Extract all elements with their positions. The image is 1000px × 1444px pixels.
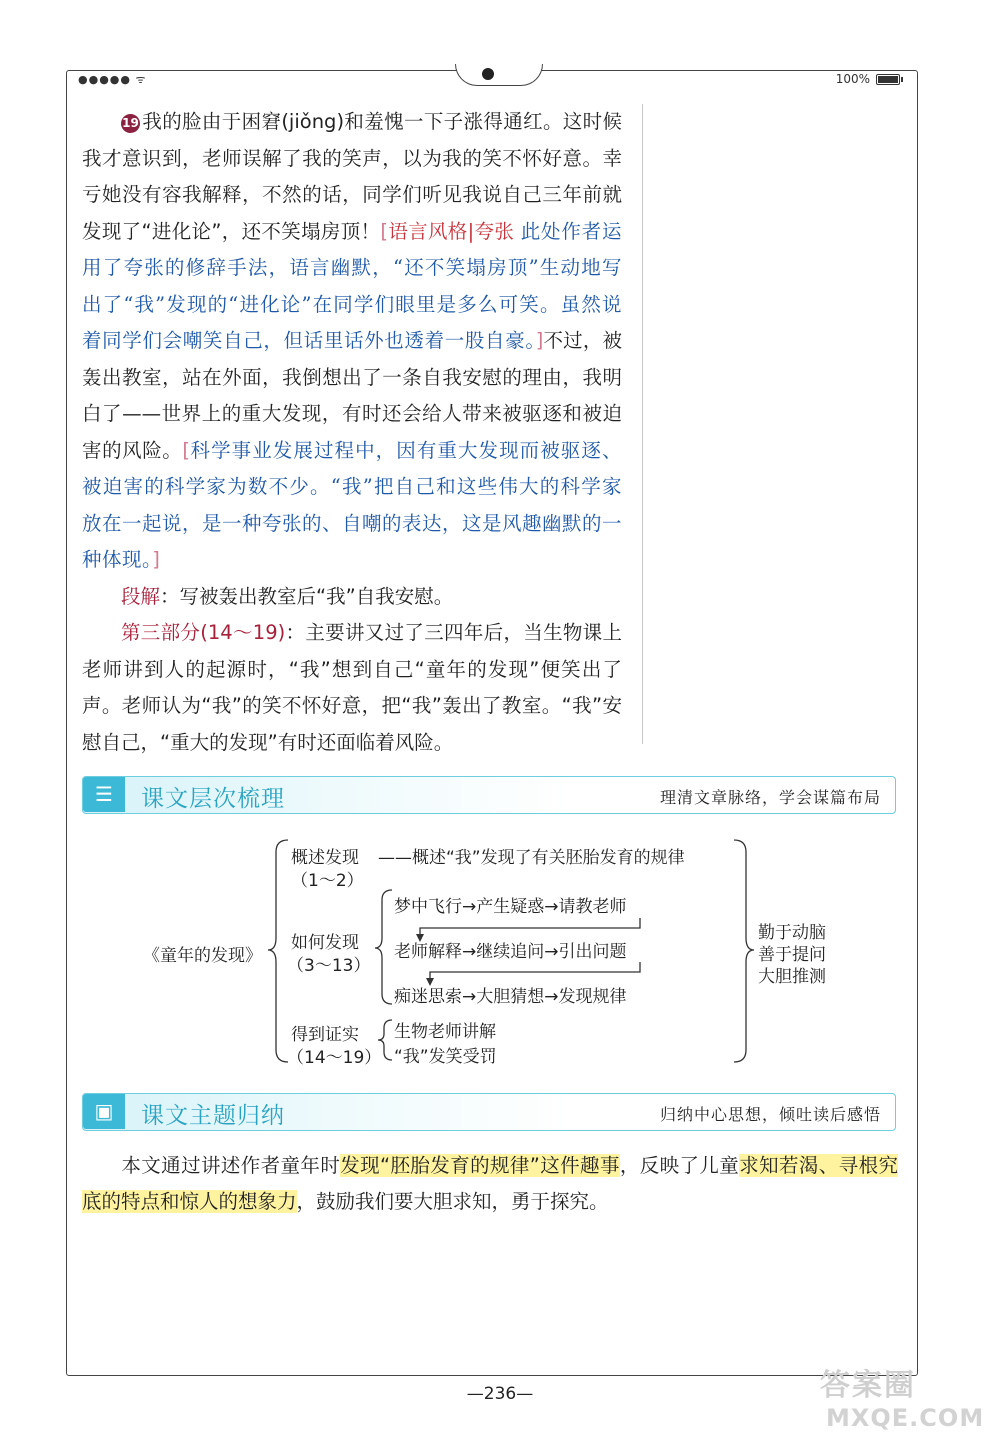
section-title: 课文主题归纳 [141, 1103, 285, 1129]
annotation-text: 此处作者运用了夸张的修辞手法，语言幽默，“还不笑塌房顶”生动地写出了“我”发现的“进化论”在同学们眼里是多么可笑。虽然说着同学们会嘲笑自己，但话里话外也透着一股自豪。 [82, 219, 622, 352]
column-divider [642, 104, 643, 744]
summary-trait-1: 勤于动脑 [758, 923, 826, 943]
signal-icon: ●●●●● ᯤ [78, 73, 147, 86]
section-bar-theme [82, 1093, 896, 1131]
watermark-url: MXQE.COM [826, 1404, 985, 1432]
annotation-tag: 语言风格|夸张 [388, 219, 515, 243]
battery-percent: 100% [835, 72, 870, 86]
battery-status [836, 72, 900, 86]
branch-2-title: 如何发现 [291, 933, 359, 953]
camera-icon [482, 68, 494, 80]
paragraph-number-badge: 19 [121, 114, 140, 133]
branch-3-step-2: “我”发笑受罚 [394, 1047, 497, 1067]
paragraph-part3 [82, 615, 622, 761]
theme-icon: ▣ [83, 1094, 125, 1129]
summary-trait-3: 大胆推测 [758, 967, 826, 987]
tablet-notch [455, 64, 543, 86]
list-icon: ☰ [83, 777, 125, 812]
branch-2-step-3: 痴迷思索→大胆猜想→发现规律 [394, 987, 627, 1007]
page-number: —236— [466, 1384, 534, 1404]
section-subtitle: 理清文章脉络，学会谋篇布局 [659, 788, 881, 807]
branch-2-step-2: 老师解释→继续追问→引出问题 [394, 942, 627, 962]
section-title: 课文层次梳理 [141, 786, 285, 812]
reading-text [82, 104, 622, 761]
summary-text: ，反映了儿童 [619, 1154, 740, 1177]
part3-text: ：主要讲又过了三四年后，当生物课上老师讲到人的起源时，“我”想到自己“童年的发现”便笑出了声。老师认为“我”的笑不怀好意，把“我”轰出了教室。“我”安慰自己，“重大的发现”有时还面临着风险。 [82, 621, 622, 754]
diagram-root: 《童年的发现》 [143, 946, 262, 966]
section-bar-structure [82, 776, 896, 814]
branch-1-desc: ——概述“我”发现了有关胚胎发育的规律 [378, 848, 685, 868]
branch-2-range: （3～13） [287, 956, 371, 976]
branch-3-title: 得到证实 [291, 1025, 359, 1045]
paragraph-duanjie [82, 579, 622, 616]
summary-trait-2: 善于提问 [758, 945, 826, 965]
summary-text: ，鼓励我们要大胆求知，勇于探究。 [296, 1190, 609, 1213]
paragraph-text: 我的脸由于困窘(jiǒng)和羞愧一下子涨得通红。这时候我才意识到，老师误解了我的笑声，以为我的笑不怀好意。幸亏她没有容我解释，不然的话，同学们听见我说自己三年前就发现了“进化论”，还不笑塌房顶！ [82, 110, 622, 243]
summary-highlight: 发现“胚胎发育的规律”这件趣事 [340, 1154, 620, 1177]
summary-highlight: 求知若渴、寻根究底的特点和惊人的想象力 [82, 1154, 898, 1213]
section-subtitle: 归纳中心思想，倾吐读后感悟 [659, 1105, 881, 1124]
watermark-logo: 答案圈 [820, 1368, 916, 1403]
branch-1-range: （1～2） [291, 871, 364, 891]
bracket-close: ] [152, 548, 160, 571]
summary-text: 本文通过讲述作者童年时 [121, 1154, 341, 1177]
branch-1-title: 概述发现 [291, 848, 359, 868]
bracket-open: [ [182, 438, 190, 462]
branch-2-step-1: 梦中飞行→产生疑惑→请教老师 [394, 897, 627, 917]
theme-summary [82, 1148, 898, 1220]
paragraph-19 [82, 104, 622, 579]
branch-3-step-1: 生物老师讲解 [394, 1022, 496, 1042]
branch-3-range: （14～19） [287, 1048, 382, 1068]
annotation-text: 科学事业发展过程中，因有重大发现而被驱逐、被迫害的科学家为数不少。“我”把自己和这些伟大的科学家放在一起说，是一种夸张的、自嘲的表达，这是风趣幽默的一种体现。 [82, 438, 623, 571]
battery-icon [876, 74, 900, 85]
bracket-open: [ [380, 219, 388, 243]
bracket-close: ] [535, 329, 544, 352]
duanjie-text: ：写被轰出教室后“我”自我安慰。 [160, 584, 454, 608]
part3-label: 第三部分(14～19) [121, 621, 286, 644]
paragraph-text: 不过，被轰出教室，站在外面，我倒想出了一条自我安慰的理由，我明白了——世界上的重大发现，有时还会给人带来被驱逐和被迫害的风险。 [82, 329, 622, 462]
duanjie-label: 段解 [121, 584, 161, 608]
